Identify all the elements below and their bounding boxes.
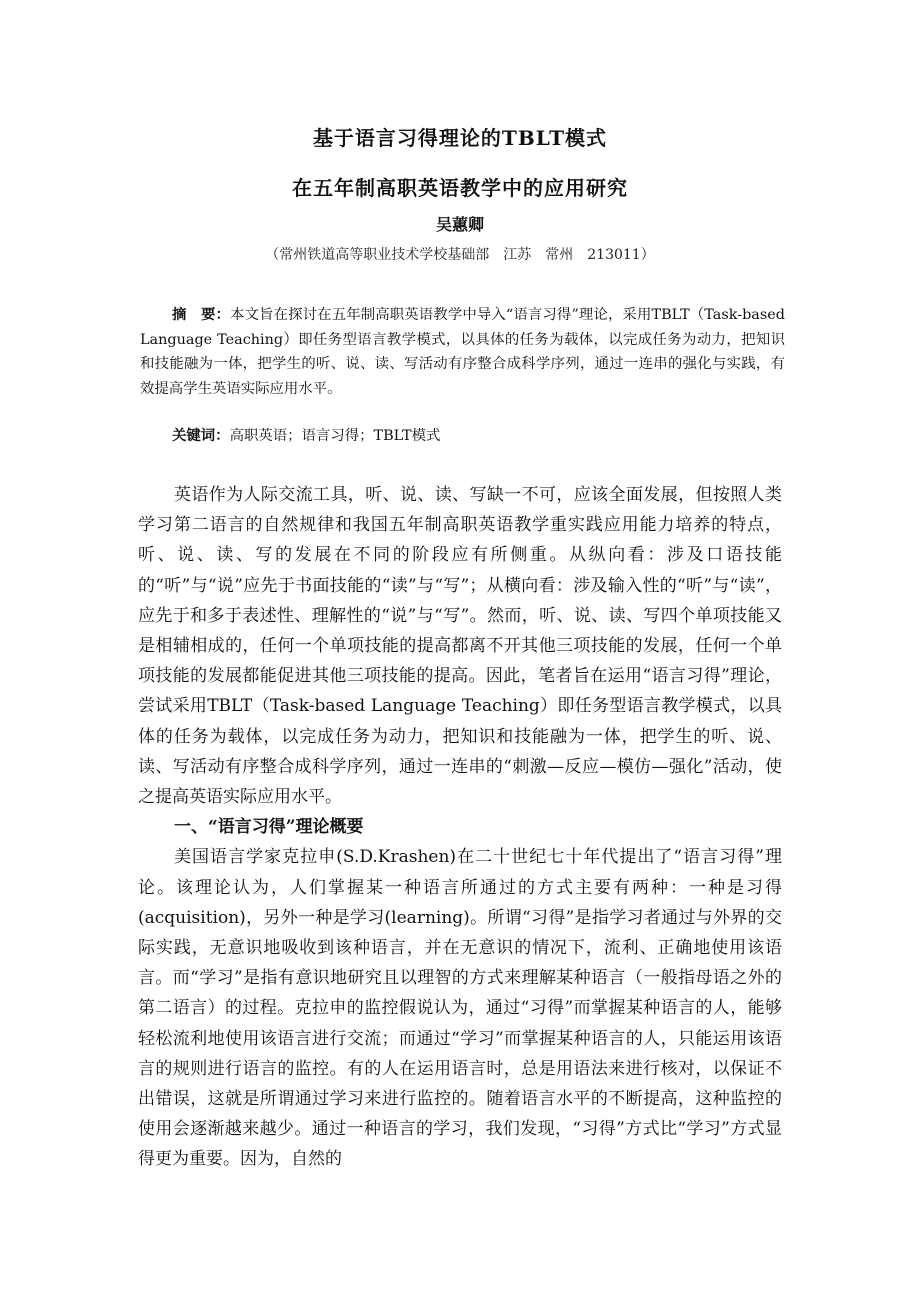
paper-title-line2: 在五年制高职英语教学中的应用研究 [292,176,628,200]
author-affiliation: （常州铁道高等职业技术学校基础部 江苏 常州 213011） [265,247,655,263]
author-name: 吴蕙卿 [435,215,484,234]
abstract-label: 摘 要： [172,306,231,323]
keywords-label: 关键词： [172,427,230,444]
intro-paragraph: 英语作为人际交流工具，听、说、读、写缺一不可，应该全面发展，但按照人类学习第二语言的自然规律和我国五年制高职英语教学重实践应用能力培养的特点，听、说、读、写的发展在不同的阶段应有所侧重。从纵向看：涉及口语技能的“听”与“说”应先于书面技能的“读”与“写”；从横向看：涉及输入性的“听”与“读”，应先于和多于表述性、理解性的“说”与“写”。然而，听、说、读、写四个单项技能又是相辅相成的，任何一个单项技能的提高都离不开其他三项技能的发展，任何一个单项技能的发展都能促进其他三项技能的提高。因此，笔者旨在运用“语言习得”理论，尝试采用TBLT（Task-based Language Teaching）即任务型语言教学模式，以具体的任务为载体，以完成任务为动力，把知识和技能融为一体，把学生的听、说、读、写活动有序整合成科学序列，通过一连串的“刺激—反应—模仿—强化”活动，使之提高英语实际应用水平。 [138,485,782,808]
keywords-text: 高职英语；语言习得；TBLT模式 [229,428,441,444]
keywords [140,424,785,448]
abstract-text: 本文旨在探讨在五年制高职英语教学中导入“语言习得”理论，采用TBLT（Task-based Language Teaching）即任务型语言教学模式，以具体的任务为载体，以完成任务为动力，把知识和技能融为一体，把学生的听、说、读、写活动有序整合成科学序列，通过一连串的强化与实践，有效提高学生英语实际应用水平。 [140,307,785,397]
section1-heading: 一、“语言习得”理论概要 [174,817,364,838]
paper-title-line1: 基于语言习得理论的TBLT模式 [312,126,608,150]
section1-paragraph: 美国语言学家克拉申(S.D.Krashen)在二十世纪七十年代提出了“语言习得”理论。该理论认为，人们掌握某一种语言所通过的方式主要有两种：一种是习得(acquisition)，另外一种是学习(learning)。所谓“习得”是指学习者通过与外界的交际实践，无意识地吸收到该种语言，并在无意识的情况下，流利、正确地使用该语言。而“学习”是指有意识地研究且以理智的方式来理解某种语言（一般指母语之外的第二语言）的过程。克拉申的监控假说认为，通过“习得”而掌握某种语言的人，能够轻松流利地使用该语言进行交流；而通过“学习”而掌握某种语言的人，只能运用该语言的规则进行语言的监控。有的人在运用语言时，总是用语法来进行核对，以保证不出错误，这就是所谓通过学习来进行监控的。随着语言水平的不断提高，这种监控的使用会逐渐越来越少。通过一种语言的学习，我们发现，“习得”方式比“学习”方式显得更为重要。因为，自然的 [138,847,782,1170]
abstract [140,303,785,401]
body-text [138,480,782,1175]
